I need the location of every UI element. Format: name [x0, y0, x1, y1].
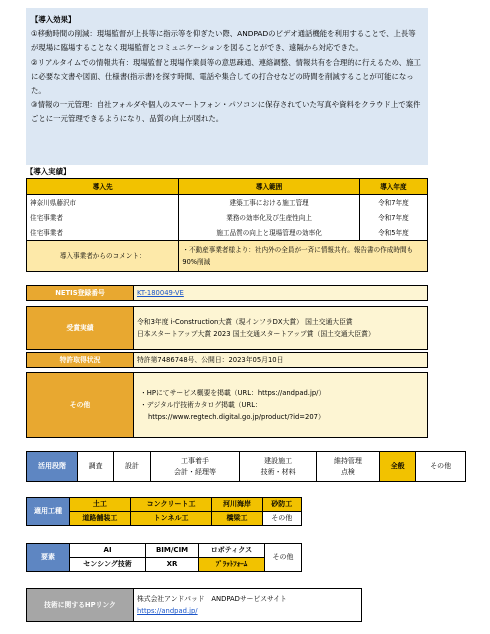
element-item: センシング技術 — [70, 558, 146, 572]
results-cell: 業務の効率化及び生産性向上 — [179, 210, 359, 225]
awards-label: 受賞実績 — [27, 307, 134, 350]
activity-item: その他 — [416, 452, 466, 482]
results-header-cell: 導入範囲 — [179, 179, 359, 195]
construction-label: 適用工種 — [27, 498, 70, 526]
intro-heading: 【導入効果】 — [31, 15, 76, 24]
comment-label: 導入事業者からのコメント： — [27, 241, 179, 272]
other-table — [26, 372, 428, 438]
results-title: 【導入実績】 — [26, 167, 71, 176]
results-cell: 施工品質の向上と現場管理の効率化 — [179, 225, 359, 241]
netis-value-cell — [134, 286, 428, 301]
activity-table — [26, 451, 466, 482]
intro-paragraph-1: ①移動時間の削減：現場監督が上長等に指示等を仰ぎたい際、ANDPADのビデオ通話機能を利用することで、上長等が現場に臨場することなく現場監督とコミュニケーションを図ることができ、遠隔から対応できた。 — [31, 29, 416, 53]
results-header-cell: 導入先 — [27, 179, 179, 195]
awards-value — [134, 307, 428, 350]
construction-item: 道路舗装工 — [70, 512, 131, 526]
element-item: ロボティクス — [199, 544, 265, 558]
patent-label: 特許取得状況 — [27, 353, 134, 368]
other-label: その他 — [27, 373, 134, 438]
award-line-1: 令和3年度 i-Construction大賞（現インフラDX大賞） 国土交通大臣賞 — [137, 318, 353, 326]
patent-value: 特許第7486748号、公開日：2023年05月10日 — [134, 353, 428, 368]
element-item-highlighted: ﾌﾟﾗｯﾄﾌｫｰﾑ — [199, 558, 265, 572]
construction-item: トンネル工 — [130, 512, 212, 526]
element-item: XR — [146, 558, 199, 572]
awards-table — [26, 306, 428, 350]
results-header-cell: 導入年度 — [359, 179, 427, 195]
table-row — [27, 225, 428, 241]
other-line-2: ・デジタル庁技術カタログ掲載（URL： — [140, 401, 262, 409]
results-cell: 令和7年度 — [359, 210, 427, 225]
netis-table — [26, 285, 428, 301]
construction-item: 河川海岸 — [212, 498, 262, 512]
results-header-row — [27, 179, 428, 195]
hp-link[interactable]: https://andpad.jp/ — [137, 607, 198, 615]
results-table — [26, 178, 428, 272]
comment-text: ・不動産事業者様より：社内外の全員が一斉に情報共有。報告書の作成時間も90%削減 — [179, 241, 428, 272]
elements-table — [26, 543, 302, 572]
construction-table — [26, 497, 302, 526]
activity-item: 維持管理 点検 — [316, 452, 379, 482]
other-line-1: ・HPにてサービス概要を掲載（URL：https://andpad.jp/） — [140, 389, 326, 397]
construction-item: 橋梁工 — [212, 512, 262, 526]
hp-label: 技術に関するHPリンク — [27, 589, 134, 622]
table-row — [27, 195, 428, 211]
activity-item: 建設施工 技術・材料 — [240, 452, 316, 482]
other-line-3: https://www.regtech.digital.go.jp/product/?id=207） — [148, 413, 325, 421]
results-cell: 令和5年度 — [359, 225, 427, 241]
activity-label: 活用段階 — [27, 452, 78, 482]
hp-value — [134, 589, 362, 622]
construction-item: 土工 — [70, 498, 131, 512]
elements-label: 要素 — [27, 544, 70, 572]
results-cell: 住宅事業者 — [27, 225, 179, 241]
award-line-2: 日本スタートアップ大賞 2023 国土交通スタートアップ賞（国土交通大臣賞） — [137, 330, 375, 338]
activity-item: 調査 — [78, 452, 114, 482]
netis-label: NETIS登録番号 — [27, 286, 134, 301]
intro-paragraph-2: ②リアルタイムでの情報共有：現場監督と現場作業員等の意思疎通、連絡調整、情報共有を合理的に行えるため、施工に必要な文書や図面、仕様書(指示書)を探す時間、電話や集合しての打合せなどの時間を削減することが可能になった。 — [31, 57, 421, 96]
other-value — [134, 373, 428, 438]
activity-item: 工事着手 会計・経理等 — [150, 452, 240, 482]
patent-table — [26, 352, 428, 368]
intro-section — [26, 8, 428, 165]
results-cell: 神奈川県藤沢市 — [27, 195, 179, 211]
results-cell: 住宅事業者 — [27, 210, 179, 225]
hp-link-table — [26, 588, 362, 622]
element-item-other: その他 — [264, 544, 301, 572]
intro-paragraph-3: ③情報の一元管理：自社フォルダや個人のスマートフォン・パソコンに保存されていた写真や資料をクラウド上で案件ごとに一元管理できるようになり、品質の向上が図れた。 — [31, 100, 421, 124]
construction-item: コンクリート工 — [130, 498, 212, 512]
netis-link[interactable]: KT-180049-VE — [137, 289, 184, 297]
results-cell: 令和7年度 — [359, 195, 427, 211]
construction-item: 砂防工 — [262, 498, 301, 512]
results-cell: 建築工事における施工管理 — [179, 195, 359, 211]
activity-item-highlighted: 全般 — [379, 452, 415, 482]
table-row — [27, 210, 428, 225]
construction-item: その他 — [262, 512, 301, 526]
activity-item: 設計 — [114, 452, 150, 482]
table-row — [27, 241, 428, 272]
element-item: AI — [70, 544, 146, 558]
element-item: BIM/CIM — [146, 544, 199, 558]
hp-company: 株式会社アンドパッド ANDPADサービスサイト — [137, 595, 287, 603]
